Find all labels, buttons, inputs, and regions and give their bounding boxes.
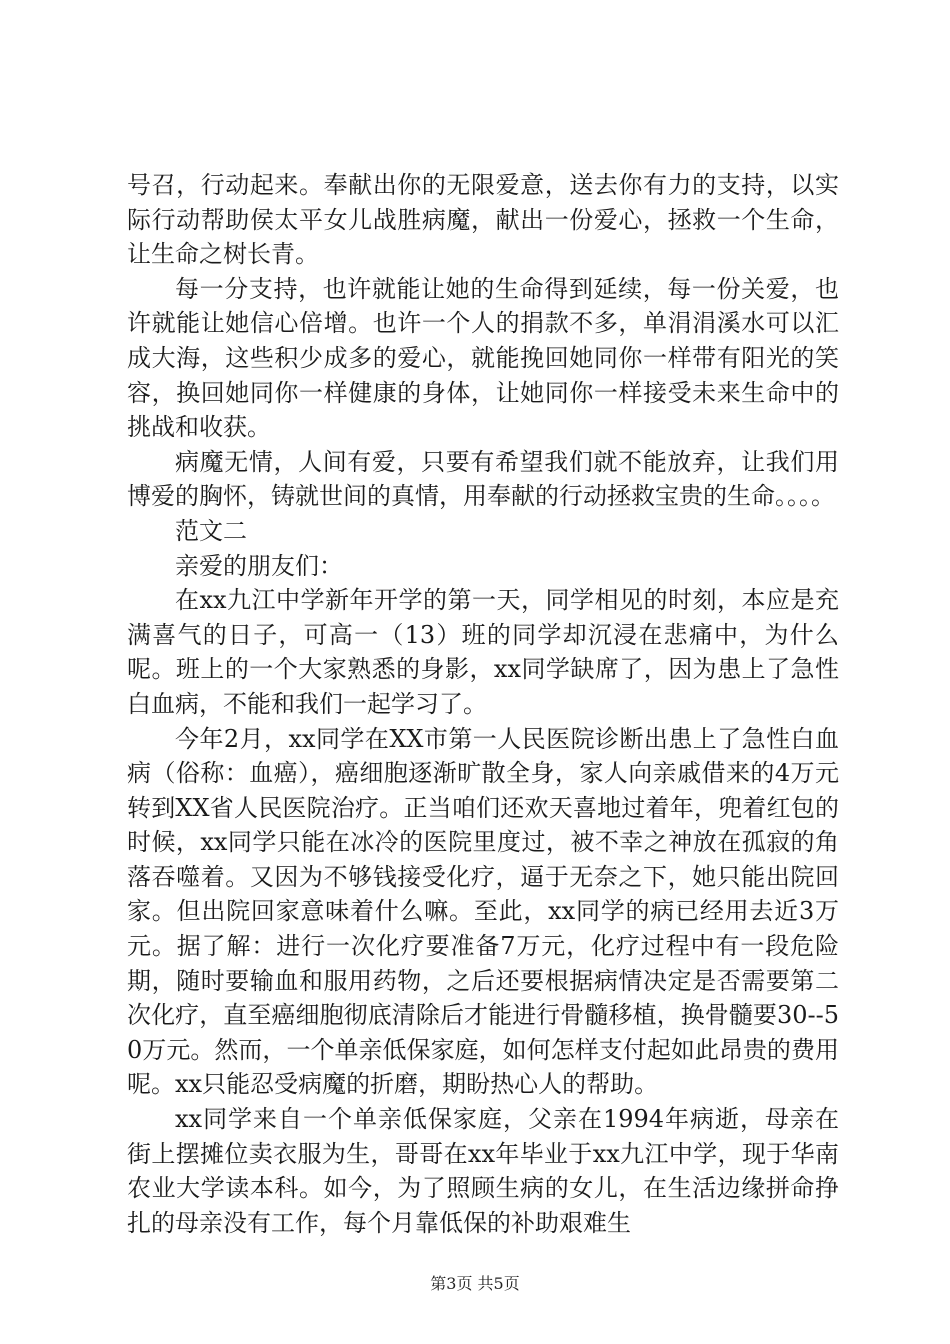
paragraph-4: 在xx九江中学新年开学的第一天，同学相见的时刻，本应是充满喜气的日子，可高一（13）班的同学却沉浸在悲痛中，为什么呢。班上的一个大家熟悉的身影，xx同学缺席了，因为患上了急性白血病，不能和我们一起学习了。 bbox=[127, 586, 839, 718]
paragraph-5: 今年2月，xx同学在XX市第一人民医院诊断出患上了急性白血病（俗称：血癌），癌细胞逐渐旷散全身，家人向亲戚借来的4万元转到XX省人民医院治疗。正当咱们还欢天喜地过着年，兜着红包的时候，xx同学只能在冰冷的医院里度过，被不幸之神放在孤寂的角落吞噬着。又因为不够钱接受化疗，逼于无奈之下，她只能出院回家。但出院回家意味着什么嘛。至此，xx同学的病已经用去近3万元。据了解：进行一次化疗要准备7万元，化疗过程中有一段危险期，随时要输血和服用药物，之后还要根据病情决定是否需要第二次化疗，直至癌细胞彻底清除后才能进行骨髓移植，换骨髓要30--50万元。然而，一个单亲低保家庭，如何怎样支付起如此昂贵的费用呢。xx只能忍受病魔的折磨，期盼热心人的帮助。 bbox=[127, 724, 839, 1099]
paragraph-3: 病魔无情，人间有爱，只要有希望我们就不能放弃，让我们用博爱的胸怀，铸就世间的真情，用奉献的行动拯救宝贵的生命。。。。 bbox=[127, 447, 839, 511]
paragraph-1: 号召，行动起来。奉献出你的无限爱意，送去你有力的支持，以实际行动帮助侯太平女儿战胜病魔，献出一份爱心，拯救一个生命，让生命之树长青。 bbox=[127, 171, 839, 269]
section-heading: 范文二 bbox=[175, 516, 247, 545]
paragraph-2: 每一分支持，也许就能让她的生命得到延续，每一份关爱，也许就能让她信心倍增。也许一个人的捐款不多，单涓涓溪水可以汇成大海，这些积少成多的爱心，就能挽回她同你一样带有阳光的笑容，换回她同你一样健康的身体，让她同你一样接受未来生命中的挑战和收获。 bbox=[127, 274, 839, 442]
salutation: 亲爱的朋友们： bbox=[175, 551, 343, 580]
page-number-footer: 第3页 共5页 bbox=[430, 1274, 520, 1293]
document-body bbox=[127, 168, 839, 1240]
paragraph-6: xx同学来自一个单亲低保家庭，父亲在1994年病逝，母亲在街上摆摊位卖衣服为生，哥哥在xx年毕业于xx九江中学，现于华南农业大学读本科。如今，为了照顾生病的女儿，在生活边缘拼命挣扎的母亲没有工作，每个月靠低保的补助艰难生 bbox=[127, 1105, 839, 1237]
